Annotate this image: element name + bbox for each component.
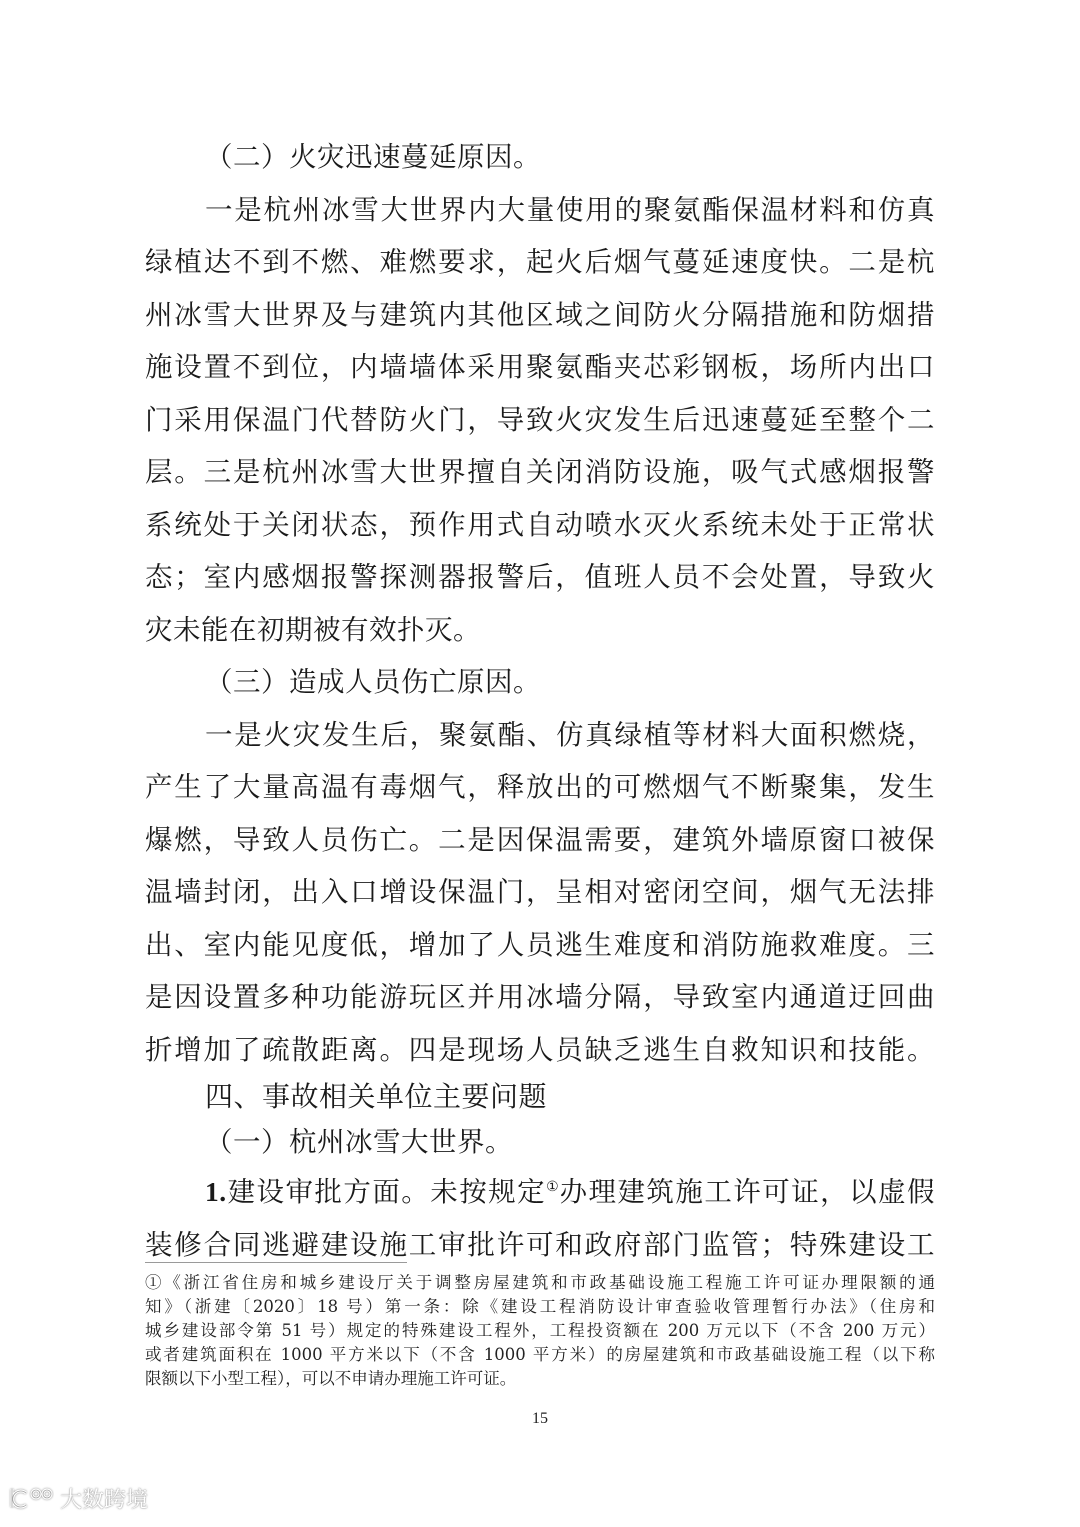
paragraph-line: 出、室内能见度低，增加了人员逃生难度和消防施救难度。三 (145, 929, 935, 961)
paragraph-line: 爆燃，导致人员伤亡。二是因保温需要，建筑外墙原窗口被保 (145, 824, 935, 856)
page-number: 15 (532, 1410, 548, 1427)
paragraph-line: 系统处于关闭状态，预作用式自动喷水灭火系统未处于正常状 (145, 509, 935, 541)
footnote-line: 城乡建设部令第 51 号）规定的特殊建设工程外，工程投资额在 200 万元以下（不含 200 万元） (145, 1321, 935, 1340)
footnote-line: 知》（浙建〔2020〕18 号）第一条：除《建设工程消防设计审查验收管理暂行办法》（住房和 (145, 1297, 935, 1316)
paragraph-line: 灾未能在初期被有效扑灭。 (145, 614, 481, 646)
item-number: 1. (205, 1176, 227, 1207)
paragraph-line: 层。三是杭州冰雪大世界擅自关闭消防设施，吸气式感烟报警 (145, 456, 935, 488)
watermark (8, 1483, 148, 1513)
footnote-line: 限额以下小型工程），可以不申请办理施工许可证。 (145, 1369, 517, 1388)
item-1-line-2: 装修合同逃避建设施工审批许可和政府部门监管；特殊建设工 (145, 1229, 935, 1261)
paragraph-line: 产生了大量高温有毒烟气，释放出的可燃烟气不断聚集，发生 (145, 771, 935, 803)
footnote-separator (145, 1262, 407, 1263)
watermark-text: 大数跨境 (60, 1487, 149, 1513)
paragraph-line: 折增加了疏散距离。四是现场人员缺乏逃生自救知识和技能。 (145, 1034, 935, 1066)
footnote-line: ①《浙江省住房和城乡建设厅关于调整房屋建筑和市政基础设施工程施工许可证办理限额的通 (145, 1273, 935, 1292)
paragraph-line: 温墙封闭，出入口增设保温门，呈相对密闭空间，烟气无法排 (145, 876, 935, 908)
section-heading-hangzhou-ice-world: （一）杭州冰雪大世界。 (205, 1126, 513, 1158)
paragraph-line: 是因设置多种功能游玩区并用冰墙分隔，导致室内通道迂回曲 (145, 981, 935, 1013)
item-1-line-1 (205, 1166, 935, 1218)
section-heading-fire-spread: （二）火灾迅速蔓延原因。 (205, 141, 541, 173)
footnote-line: 或者建筑面积在 1000 平方米以下（不含 1000 平方米）的房屋建筑和市政基础设施工程（以下称 (145, 1345, 935, 1364)
item-text: 建设审批方面。未按规定 (226, 1176, 547, 1208)
paragraph-line: 态；室内感烟报警探测器报警后，值班人员不会处置，导致火 (145, 561, 935, 593)
dashuju-logo-icon (8, 1485, 54, 1511)
paragraph-line: 施设置不到位，内墙墙体采用聚氨酯夹芯彩钢板，场所内出口 (145, 351, 935, 383)
paragraph-line: 一是火灾发生后，聚氨酯、仿真绿植等材料大面积燃烧， (205, 719, 935, 751)
section-heading-casualty-causes: （三）造成人员伤亡原因。 (205, 666, 541, 698)
paragraph-line: 绿植达不到不燃、难燃要求，起火后烟气蔓延速度快。二是杭 (145, 246, 935, 278)
item-text: 办理建筑施工许可证，以虚假 (559, 1176, 935, 1208)
footnote-marker[interactable]: ① (546, 1178, 560, 1195)
paragraph-line: 门采用保温门代替防火门，导致火灾发生后迅速蔓延至整个二 (145, 404, 935, 436)
paragraph-line: 州冰雪大世界及与建筑内其他区域之间防火分隔措施和防烟措 (145, 299, 935, 331)
paragraph-line: 一是杭州冰雪大世界内大量使用的聚氨酯保温材料和仿真 (205, 194, 935, 226)
chapter-heading: 四、事故相关单位主要问题 (205, 1080, 548, 1113)
